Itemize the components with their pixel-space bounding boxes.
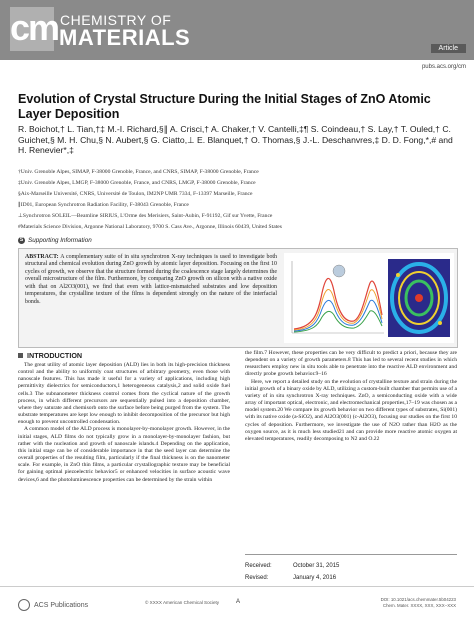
journal-name-line2: MATERIALS <box>59 25 191 50</box>
received-label: Received: <box>245 563 272 569</box>
dates-divider <box>245 554 457 555</box>
section-bullet-icon <box>18 353 23 358</box>
revised-date: January 4, 2016 <box>293 575 337 581</box>
author-list: R. Boichot,† L. Tian,†‡ M.-I. Richard,§∥ A. Crisci,† A. Chaker,† V. Cantelli,‡¶ S. Coindeau,† S. Lay,† T. Ouled,† C. Guichet,§ M. H. Chu,§ N. Aubert,§ G. Ciatto,⊥ E. Blanquet,† O. Thomas,§ J.-L. Deschanvres,‡ D. D. Fong,*,# and H. Renevier*,‡ <box>18 124 453 155</box>
affiliation: ‡Univ. Grenoble Alpes, LMGP, F-38000 Grenoble, France, and CNRS, LMGP, F-38000 Grenoble, France <box>18 180 256 186</box>
footer-divider <box>0 586 474 587</box>
abstract-body: A complementary suite of in situ synchrotron X-ray techniques is used to investigate both structural and chemical evolution during ZnO growth by atomic layer deposition. Focusing on the first 10 cycles of growth, we observe that the structure formed during the coalescence stage largely determines the overall microstructure of the film. Furthermore, by comparing ZnO growth on silicon with a native oxide with that on Al2O3(001), we find that even with lattice-mismatched substrates and low deposition temperatures, the crystalline texture of the films is dependent strongly on the nature of the interfacial bonds. <box>25 254 277 305</box>
affiliation: ⊥Synchrotron SOLEIL—Beamline SIRIUS, L'Orme des Merisiers, Saint-Aubin, F-91192, Gif sur Yvette, France <box>18 213 273 219</box>
paragraph: Here, we report a detailed study on the evolution of crystalline texture and strain during the initial growth of a binary oxide by ALD, utilizing a custom-built chamber that permits use of a variety of in situ synchrotron X-ray techniques. ZnO, a semiconducting oxide with a wide array of important optical, electronic, and electromechanical properties,17–19 was chosen as a model system.20 We compare its growth behavior on two different types of substrates, Si(001) with its native oxide (a-SiO2), and Al2O3(001) (c-Al2O3), focusing our studies on the first 10 cycles of deposition. Furthermore, we investigate the use of N2O rather than H2O as the oxygen source, as it is much less studied21 and can provide more reactive atomic oxygen at elevated temperatures, readily decomposing to N2 and O.22 <box>245 378 457 442</box>
doi-citation <box>381 597 456 609</box>
affiliation: †Univ. Grenoble Alpes, SIMAP, F-38000 Grenoble, France, and CNRS, SIMAP, F-38000 Grenoble, France <box>18 169 259 175</box>
affiliation: §Aix-Marseille Université, CNRS, Université de Toulon, IM2NP UMR 7334, F-13397 Marseille, France <box>18 191 253 197</box>
publisher-logo[interactable] <box>18 599 88 611</box>
abstract-label: ABSTRACT: <box>25 254 59 260</box>
acs-logo-icon <box>18 599 30 611</box>
citation: Chem. Mater. XXXX, XXX, XXX−XXX <box>382 603 456 608</box>
body-column-left <box>18 362 230 484</box>
journal-url[interactable]: pubs.acs.org/cm <box>421 64 466 70</box>
toc-diffraction-map <box>388 259 450 337</box>
toc-graphic <box>284 253 454 343</box>
supporting-info-link[interactable] <box>18 237 92 244</box>
received-date: October 31, 2015 <box>293 563 340 569</box>
doi[interactable]: DOI: 10.1021/acs.chemmater.5b04223 <box>380 597 456 602</box>
body-column-right <box>245 350 457 443</box>
paragraph: The great utility of atomic layer deposition (ALD) lies in both its high-precision thickness control and the ability to uniformly coat structures of arbitrary geometry, even those with nanoscale features. This has made it useful for a variety of applications, including high permittivity dielectrics for semiconductors,1 heterogeneous catalysis,2 and solid oxide fuel cells.3 The subnanometer thickness control comes from the cyclical nature of the growth process, in which different precursors are sequentially pulsed into a deposition chamber, where they saturate and chemisorb onto the surface before being purged from the system. The substrate temperatures are kept low enough to inhibit decomposition of the precursor but high enough to prevent uncontrolled condensation. <box>18 362 230 426</box>
affiliation: #Materials Science Division, Argonne National Laboratory, 9700 S. Cass Ave., Argonne, Illinois 60439, United States <box>18 224 282 230</box>
journal-name-line1: CHEMISTRY OF <box>60 12 172 28</box>
article-dates <box>245 560 339 584</box>
copyright-notice: © XXXX American Chemical Society <box>145 600 220 605</box>
paragraph: the film.7 However, these properties can be very difficult to predict a priori, because they are dependent on a variety of growth parameters.8 This has led to several recent studies in which researchers employ new in situ tools able to penetrate into the reactive ALD environment and directly probe growth behavior.9–16 <box>245 350 457 378</box>
paragraph: A common model of the ALD process is monolayer-by-monolayer growth. However, in the initial stages, ALD films do not typically grow in a monolayer-by-monolayer fashion, but rather with the nucleation and growth of nanoscale islands.4 Depending on the application, this initial stage can be of considerable importance in that the seed layer can determine the overall properties of the resulting film, particularly if the final thickness is on the nanometer scale. For example, in ZnO thin films, a particular crystallographic texture may be beneficial for gaining optimal piezoelectric behavior5 or enhanced velocities in surface acoustic wave devices,6 and the photoluminescence properties can be determined by the strain within <box>18 426 230 483</box>
publisher-name: ACS Publications <box>34 601 89 609</box>
abstract-box <box>18 248 458 348</box>
section-heading-introduction <box>18 351 82 360</box>
revised-label: Revised: <box>245 575 269 581</box>
page-number: A <box>236 599 241 605</box>
supporting-info-icon: S <box>19 237 24 243</box>
article-type-badge: Article <box>431 44 466 53</box>
abstract-text <box>25 254 277 306</box>
journal-header-band <box>0 0 474 60</box>
journal-logo-abbrev: cm <box>10 7 59 48</box>
article-title: Evolution of Crystal Structure During the Initial Stages of ZnO Atomic Layer Deposition <box>18 92 431 121</box>
affiliation: ∥ID01, European Synchrotron Radiation Facility, F-38043 Grenoble, France <box>18 202 189 208</box>
supporting-info-label: Supporting Information <box>28 237 92 244</box>
section-heading-text: INTRODUCTION <box>27 351 83 360</box>
